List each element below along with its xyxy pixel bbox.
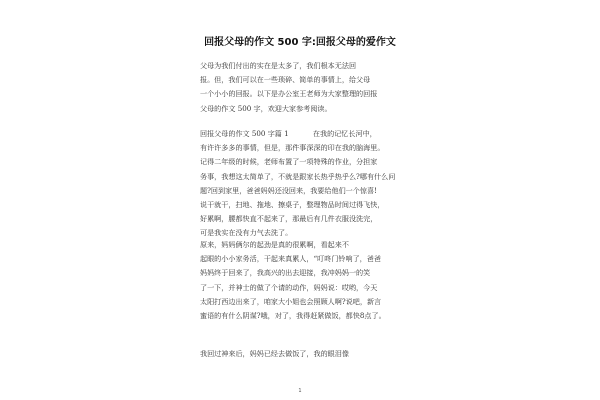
- text-line: 父母的作文 500 字，欢迎大家参考阅读。: [200, 103, 332, 113]
- text-line: 报。但，我们可以在一些琐碎、简单的事情上，给父母: [200, 75, 371, 85]
- document-title: 回报父母的作文 500 字:回报父母的爱作文: [204, 37, 396, 48]
- text-line: 有许许多多的事情，但是，那件事深深的印在我的脑海里。: [200, 143, 385, 153]
- text-line: 父母为我们付出的实在是太多了，我们根本无法回: [200, 61, 357, 70]
- text-line: 我回过神来后，妈妈已经去做饭了，我的眼泪像: [200, 349, 349, 358]
- essay-heading: 回报父母的作文 500 字篇 1: [200, 129, 289, 138]
- text-line: [200, 127, 410, 141]
- text-line-tail: 在我的记忆长河中，: [310, 129, 377, 138]
- intro-paragraph: [200, 59, 410, 116]
- text-line: 起眼的小小家务活，干起来真累人，“叮咚门铃响了，爸爸: [200, 254, 381, 264]
- text-line: 蜜语的有什么阴谋?哦，对了，我得赶紧做饭，都快8点了。: [200, 310, 386, 320]
- page-number: 1: [298, 388, 302, 394]
- text-line: 说干就干，扫地、拖地、擦桌子，整理物品时间过得飞快，: [200, 199, 385, 209]
- text-line: 一个小小的回报。以下是办公室王老师为大家整理的回报: [200, 89, 378, 99]
- essay-paragraph-2: [200, 238, 410, 323]
- text-line: 好累啊，腰都快直不起来了，那最后有几件衣服没洗完，: [200, 214, 378, 224]
- text-line: 了一下，并神士的做了个请的动作，妈妈说：哎哟，今天: [200, 282, 378, 292]
- text-line: 题?回到家里，爸爸妈妈还没回来，我要给他们一个惊喜!: [200, 185, 377, 195]
- text-line: 可是我实在没有力气去洗了。: [200, 228, 293, 238]
- text-line: 太阳打西边出来了，咱家大小姐也会照顾人啊?说吧，新言: [200, 296, 382, 306]
- text-line: 务事，我想这太简单了，不就是跟家长热乎热乎么?哪有什么问: [200, 171, 396, 181]
- essay-paragraph-1: [200, 127, 410, 241]
- text-line: 记得二年级的时候，老师布置了一项特殊的作业，分担家: [200, 157, 378, 167]
- text-line: 原来，妈妈俩尔的起劲是真的很累啊，看起来不: [200, 240, 349, 249]
- essay-paragraph-3: [200, 347, 410, 361]
- text-line: 妈妈终于回来了，我高兴的出去迎接，我冲妈妈一的笑: [200, 268, 371, 278]
